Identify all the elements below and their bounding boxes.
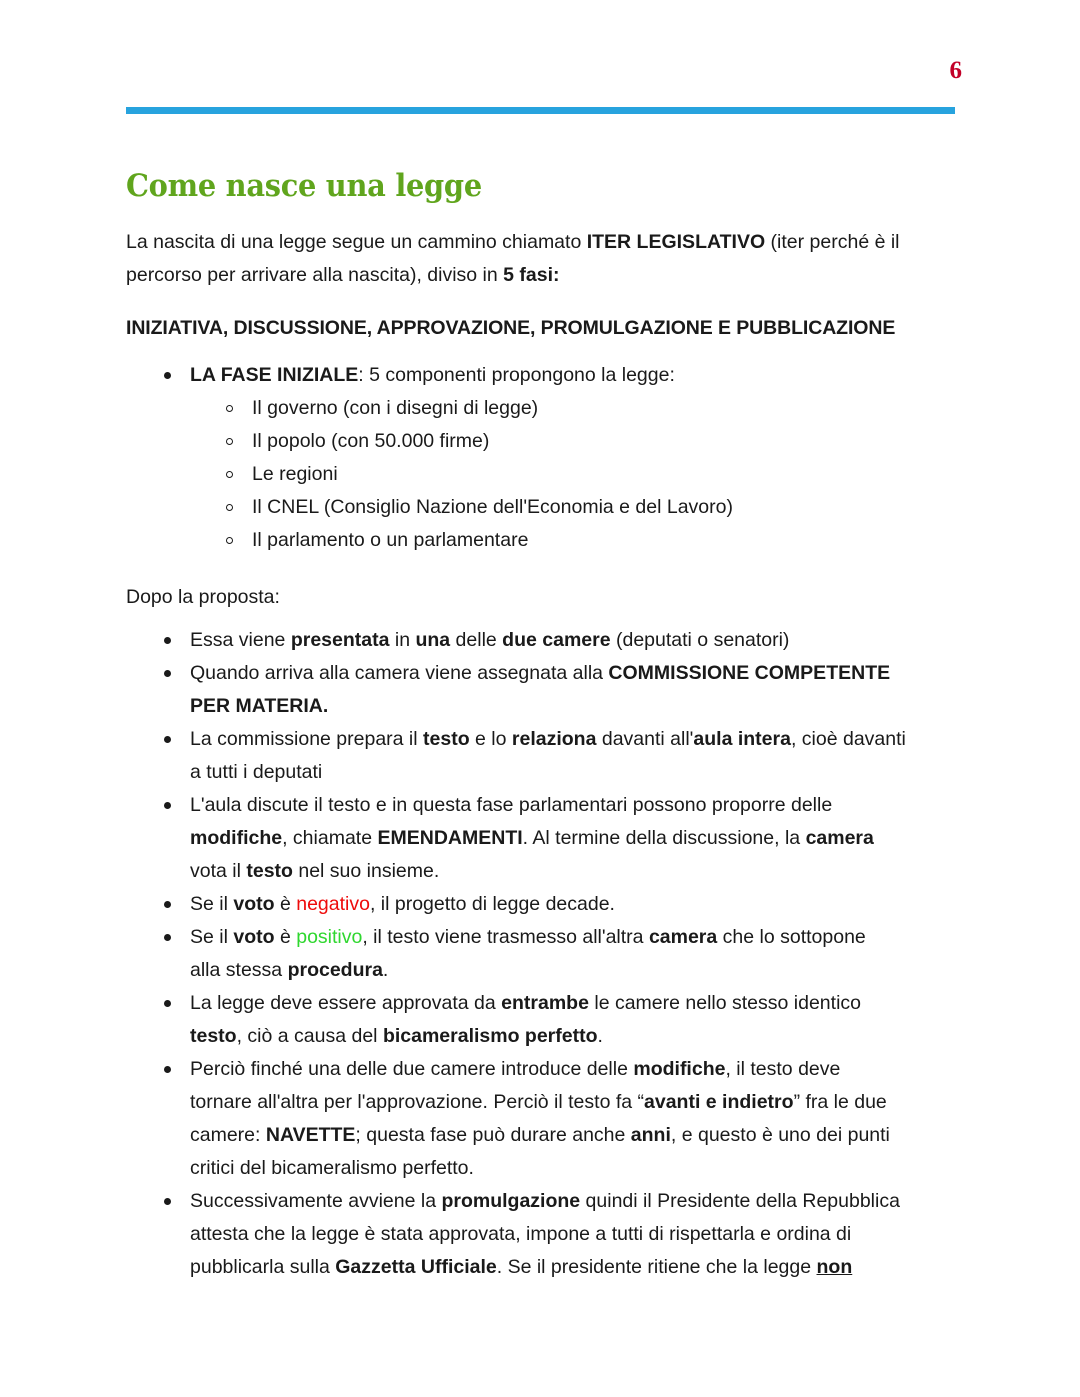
- step9-b1: promulgazione: [441, 1190, 581, 1212]
- page-title: Come nasce una legge: [126, 168, 482, 204]
- step6-positive-word: positivo: [296, 926, 363, 948]
- intro-bold-iter: ITER LEGISLATIVO: [586, 231, 766, 253]
- bullet-disc-icon: [164, 802, 171, 809]
- step5-t3: , il progetto di legge decade.: [369, 893, 615, 915]
- step8-t3: tornare all'altra per l'approvazione. Perciò il testo fa “: [190, 1091, 645, 1113]
- bullet-circle-icon: [226, 471, 233, 478]
- step1-t2: in: [389, 629, 416, 651]
- step5-b1: voto: [233, 893, 275, 915]
- step9-t2: quindi il Presidente della Repubblica: [580, 1190, 900, 1212]
- step4-b1: modifiche: [190, 827, 283, 849]
- step6-b3: procedura: [287, 959, 383, 981]
- step2-line-2: [190, 690, 958, 723]
- header-divider-rule: [126, 107, 955, 114]
- step9-underlined-non: non: [816, 1256, 853, 1278]
- list-item-step-5: [126, 888, 958, 921]
- bullet-circle-icon: [226, 537, 233, 544]
- list-item: [190, 524, 958, 557]
- step2-b1: COMMISSIONE COMPETENTE: [608, 662, 891, 684]
- step7-t2: le camere nello stesso identico: [588, 992, 861, 1014]
- component-label: Il governo (con i disegni di legge): [252, 397, 539, 419]
- step5-negative-word: negativo: [296, 893, 370, 915]
- step2-b2: PER MATERIA.: [190, 695, 329, 717]
- step9-t3: pubblicarla sulla: [190, 1256, 336, 1278]
- bullet-disc-icon: [164, 901, 171, 908]
- step4-line-3: [190, 855, 958, 888]
- list-item-step-4: [126, 789, 958, 888]
- component-label: Il CNEL (Consiglio Nazione dell'Economia e del Lavoro): [252, 496, 733, 518]
- list-item: [190, 392, 958, 425]
- step8-t6: ; questa fase può durare anche: [355, 1124, 631, 1146]
- list-item-step-2: [126, 657, 958, 723]
- list-item: [190, 458, 958, 491]
- step3-t2: e lo: [469, 728, 512, 750]
- step4-line-2: [190, 822, 958, 855]
- step6-t2: è: [274, 926, 297, 948]
- step4-b2: EMENDAMENTI: [377, 827, 523, 849]
- step9-line-1: [190, 1185, 958, 1218]
- step8-t5: camere:: [190, 1124, 266, 1146]
- document-content: [126, 168, 958, 1284]
- bullet-disc-icon: [164, 670, 171, 677]
- step8-b4: anni: [630, 1124, 671, 1146]
- step4-t3: vota il: [190, 860, 247, 882]
- bullet-circle-icon: [226, 438, 233, 445]
- step3-t3: davanti all': [596, 728, 694, 750]
- list-item-fase-iniziale: [126, 359, 958, 557]
- bullet-disc-icon: [164, 1066, 171, 1073]
- step6-line-1: [190, 921, 958, 954]
- step8-line-4: critici del bicameralismo perfetto.: [190, 1157, 474, 1179]
- intro-bold-fasi: 5 fasi:: [503, 264, 560, 286]
- bullet-disc-icon: [164, 372, 171, 379]
- page-number: 6: [949, 57, 962, 84]
- step6-line-2: [190, 954, 958, 987]
- step2-t1: Quando arriva alla camera viene assegnata alla: [190, 662, 609, 684]
- step5-t2: è: [274, 893, 297, 915]
- bullet-disc-icon: [164, 736, 171, 743]
- step9-line-3: [190, 1251, 958, 1284]
- step8-t4: ” fra le due: [793, 1091, 887, 1113]
- step8-line-3: [190, 1119, 958, 1152]
- step1-b3: due camere: [502, 629, 611, 651]
- list-item-step-1: [126, 624, 958, 657]
- step8-t1: Perciò finché una delle due camere introduce delle: [190, 1058, 634, 1080]
- intro-line-1: [126, 226, 958, 259]
- bullet-circle-icon: [226, 405, 233, 412]
- intro-paragraph: [126, 226, 958, 292]
- bullet-disc-icon: [164, 637, 171, 644]
- step1-t3: delle: [450, 629, 503, 651]
- step1-t1: Essa viene: [190, 629, 291, 651]
- step3-t1: La commissione prepara il: [190, 728, 424, 750]
- bullet-circle-icon: [226, 504, 233, 511]
- step6-t3: , il testo viene trasmesso all'altra: [362, 926, 649, 948]
- step8-line-1: [190, 1053, 958, 1086]
- step3-b1: testo: [423, 728, 470, 750]
- step1-b1: presentata: [290, 629, 390, 651]
- step4-t2: . Al termine della discussione, la: [522, 827, 806, 849]
- step4-b4: testo: [246, 860, 293, 882]
- step7-t1: La legge deve essere approvata da: [190, 992, 502, 1014]
- list-item-step-9: [126, 1185, 958, 1284]
- step4-line-1: L'aula discute il testo e in questa fase parlamentari possono proporre delle: [190, 794, 833, 816]
- intro-line-2: [126, 259, 958, 292]
- step7-t3: , ciò a causa del: [236, 1025, 383, 1047]
- step8-line-2: [190, 1086, 958, 1119]
- component-label: Il popolo (con 50.000 firme): [252, 430, 490, 452]
- step9-b2: Gazzetta Ufficiale: [335, 1256, 497, 1278]
- step1-t4: (deputati o senatori): [610, 629, 790, 651]
- step8-t7: , e questo è uno dei punti: [670, 1124, 890, 1146]
- bullet-disc-icon: [164, 1198, 171, 1205]
- step3-t4: , cioè davanti: [790, 728, 906, 750]
- step6-t5: alla stessa: [190, 959, 288, 981]
- component-label: Il parlamento o un parlamentare: [252, 529, 529, 551]
- step9-line-2: attesta che la legge è stata approvata, impone a tutti di rispettarla e ordina di: [190, 1223, 852, 1245]
- step7-line-2: [190, 1020, 958, 1053]
- step7-b3: bicameralismo perfetto: [382, 1025, 598, 1047]
- component-label: Le regioni: [252, 463, 338, 485]
- step7-t4: .: [597, 1025, 603, 1047]
- components-sublist: [190, 392, 958, 557]
- step2-line-1: [190, 657, 958, 690]
- after-proposal-label: Dopo la proposta:: [126, 586, 280, 608]
- step7-b2: testo: [190, 1025, 237, 1047]
- bullet-disc-icon: [164, 934, 171, 941]
- step5-t1: Se il: [190, 893, 234, 915]
- step6-t4: che lo sottopone: [717, 926, 866, 948]
- step4-b3: camera: [805, 827, 874, 849]
- step4-t4: nel suo insieme.: [292, 860, 440, 882]
- list-item-step-6: [126, 921, 958, 987]
- step3-line-1: [190, 723, 958, 756]
- step4-t1: , chiamate: [282, 827, 378, 849]
- intro-text-1: La nascita di una legge segue un cammino chiamato: [126, 231, 587, 253]
- step1-b2: una: [415, 629, 451, 651]
- step6-t1: Se il: [190, 926, 234, 948]
- initial-phase-list: [126, 359, 958, 557]
- step9-t4: . Se il presidente ritiene che la legge: [496, 1256, 817, 1278]
- step9-t1: Successivamente avviene la: [190, 1190, 442, 1212]
- step8-t2: , il testo deve: [725, 1058, 841, 1080]
- step7-line-1: [190, 987, 958, 1020]
- intro-text-2: (iter perché è il: [765, 231, 900, 253]
- step8-b3: NAVETTE: [265, 1124, 356, 1146]
- list-item-step-3: [126, 723, 958, 789]
- step3-b3: aula intera: [693, 728, 791, 750]
- list-item-step-7: [126, 987, 958, 1053]
- steps-list: [126, 624, 958, 1284]
- intro-text-3: percorso per arrivare alla nascita), diviso in: [126, 264, 504, 286]
- fase-iniziale-rest: : 5 componenti propongono la legge:: [358, 364, 675, 386]
- list-item: [190, 425, 958, 458]
- fase-iniziale-label: LA FASE INIZIALE: [190, 364, 359, 386]
- step6-b2: camera: [648, 926, 718, 948]
- step8-b1: modifiche: [633, 1058, 726, 1080]
- step6-b1: voto: [233, 926, 275, 948]
- list-item-step-8: [126, 1053, 958, 1185]
- phases-heading: INIZIATIVA, DISCUSSIONE, APPROVAZIONE, PROMULGAZIONE E PUBBLICAZIONE: [126, 317, 896, 339]
- step8-b2: avanti e indietro: [644, 1091, 794, 1113]
- step3-b2: relaziona: [511, 728, 597, 750]
- step7-b1: entrambe: [501, 992, 589, 1014]
- list-item: [190, 491, 958, 524]
- step3-line-2: a tutti i deputati: [190, 761, 323, 783]
- step6-t6: .: [382, 959, 389, 981]
- bullet-disc-icon: [164, 1000, 171, 1007]
